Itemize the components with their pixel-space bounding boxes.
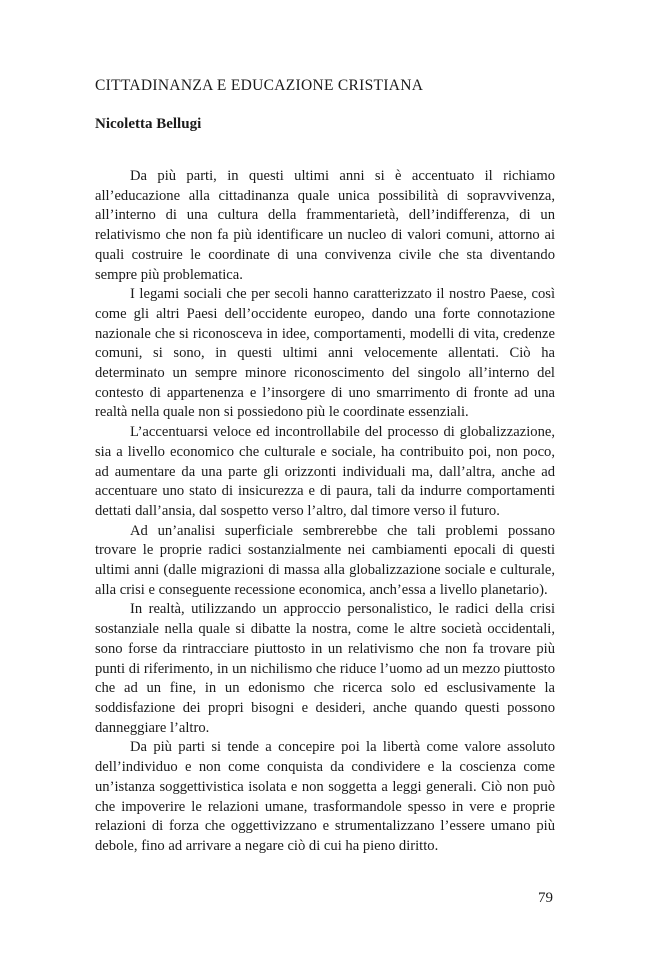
document-page bbox=[95, 0, 555, 974]
article-body bbox=[95, 167, 555, 857]
paragraph: L’accentuarsi veloce ed incontrollabile del processo di globalizzazione, sia a livello economico che culturale e sociale, ha contribuito poi, non poco, ad aumentare da una parte gli orizzonti individuali ma, dall’altra, anche ad accentuare uno stato di insicurezza e di paura, tali da indurre comportamenti dettati dall’ansia, dal sospetto verso l’altro, dal timore verso il futuro. bbox=[95, 424, 555, 519]
page-number: 79 bbox=[538, 890, 553, 906]
section-title: CITTADINANZA E EDUCAZIONE CRISTIANA bbox=[95, 77, 424, 94]
paragraph: In realtà, utilizzando un approccio personalistico, le radici della crisi sostanziale nella quale si dibatte la nostra, come le altre società occidentali, sono forse da rintracciare piuttosto in un relativismo che non fa trovare più punti di riferimento, in un nichilismo che riduce l’uomo ad un mezzo piuttosto che ad un fine, in un edonismo che ricerca solo ed esclusivamente la soddisfazione dei propri bisogni e desideri, anche quando questi possono danneggiare l’altro. bbox=[95, 601, 555, 736]
paragraph: Ad un’analisi superficiale sembrerebbe che tali problemi possano trovare le proprie radici sostanzialmente nei cambiamenti epocali di questi ultimi anni (dalle migrazioni di massa alla globalizzazione sociale e culturale, alla crisi e conseguente recessione economica, anch’essa a livello planetario). bbox=[95, 522, 555, 598]
paragraph: Da più parti, in questi ultimi anni si è accentuato il richiamo all’educazione alla cittadinanza quale unica possibilità di sopravvivenza, all’interno di una cultura della frammentarietà, dell’indifferenza, di un relativismo che non fa più identificare un nucleo di valori comuni, attorno ai quali costruire le coordinate di una convivenza civile che sta diventando sempre più problematica. bbox=[95, 168, 555, 283]
author-name: Nicoletta Bellugi bbox=[95, 116, 202, 132]
paragraph: Da più parti si tende a concepire poi la libertà come valore assoluto dell’individuo e non come conquista da condividere e la coscienza come un’istanza soggettivistica isolata e non soggetta a leggi generali. Ciò non può che impoverire le relazioni umane, trasformandole spesso in vere e proprie relazioni di forza che oggettivizzano e strumentalizzano l’essere umano più debole, fino ad arrivare a negare ciò di cui ha pieno diritto. bbox=[95, 739, 555, 854]
paragraph: I legami sociali che per secoli hanno caratterizzato il nostro Paese, così come gli altri Paesi dell’occidente europeo, dando una forte connotazione nazionale che si riconosceva in idee, comportamenti, modelli di vita, credenze comuni, si sono, in questi ultimi anni velocemente allentati. Ciò ha determinato un sempre minore riconoscimento del singolo all’interno del contesto di appartenenza e l’insorgere di uno smarrimento di fronte ad una realtà nella quale non si possiedono più le coordinate essenziali. bbox=[95, 286, 555, 421]
